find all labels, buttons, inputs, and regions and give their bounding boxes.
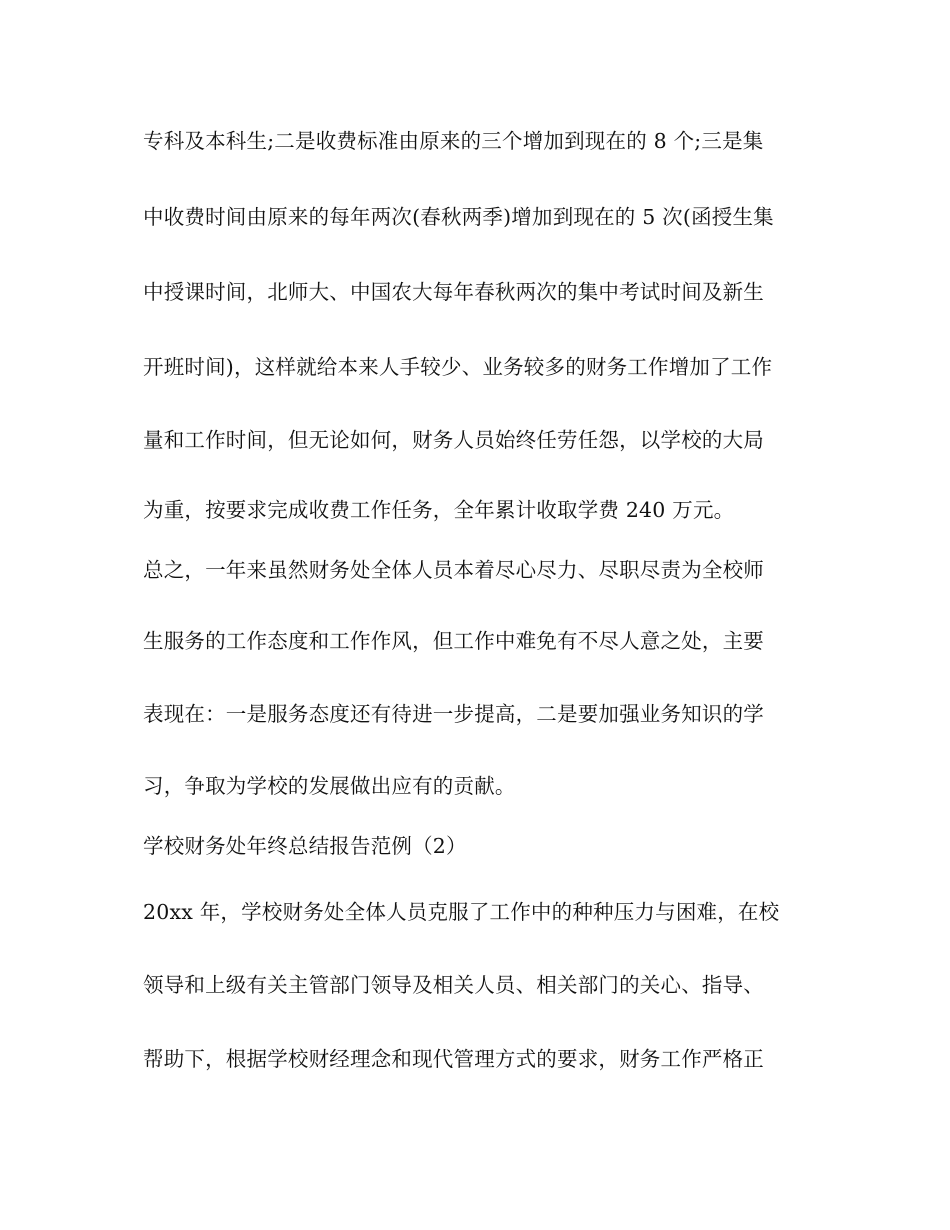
text-line: 中收费时间由原来的每年两次(春秋两季)增加到现在的 5 次(函授生集 (143, 205, 774, 229)
text-line: 开班时间)，这样就给本来人手较少、业务较多的财务工作增加了工作 (143, 355, 773, 379)
text-line: 20xx 年，学校财务处全体人员克服了工作中的种种压力与困难，在校 (143, 900, 780, 924)
text-line: 领导和上级有关主管部门领导及相关人员、相关部门的关心、指导、 (143, 973, 764, 997)
text-line: 总之，一年来虽然财务处全体人员本着尽心尽力、尽职尽责为全校师 (143, 558, 764, 582)
section-heading: 学校财务处年终总结报告范例（2） (143, 834, 467, 858)
text-line: 为重，按要求完成收费工作任务，全年累计收取学费 240 万元。 (143, 498, 735, 522)
text-line: 习，争取为学校的发展做出应有的贡献。 (143, 774, 516, 798)
text-line: 量和工作时间，但无论如何，财务人员始终任劳任怨，以学校的大局 (143, 428, 764, 452)
text-line: 中授课时间，北师大、中国农大每年春秋两次的集中考试时间及新生 (143, 280, 764, 304)
text-line: 帮助下，根据学校财经理念和现代管理方式的要求，财务工作严格正 (143, 1047, 764, 1071)
text-line: 表现在：一是服务态度还有待进一步提高，二是要加强业务知识的学 (143, 702, 764, 726)
text-line: 生服务的工作态度和工作作风，但工作中难免有不尽人意之处，主要 (143, 629, 764, 653)
text-line: 专科及本科生;二是收费标准由原来的三个增加到现在的 8 个;三是集 (143, 129, 764, 153)
